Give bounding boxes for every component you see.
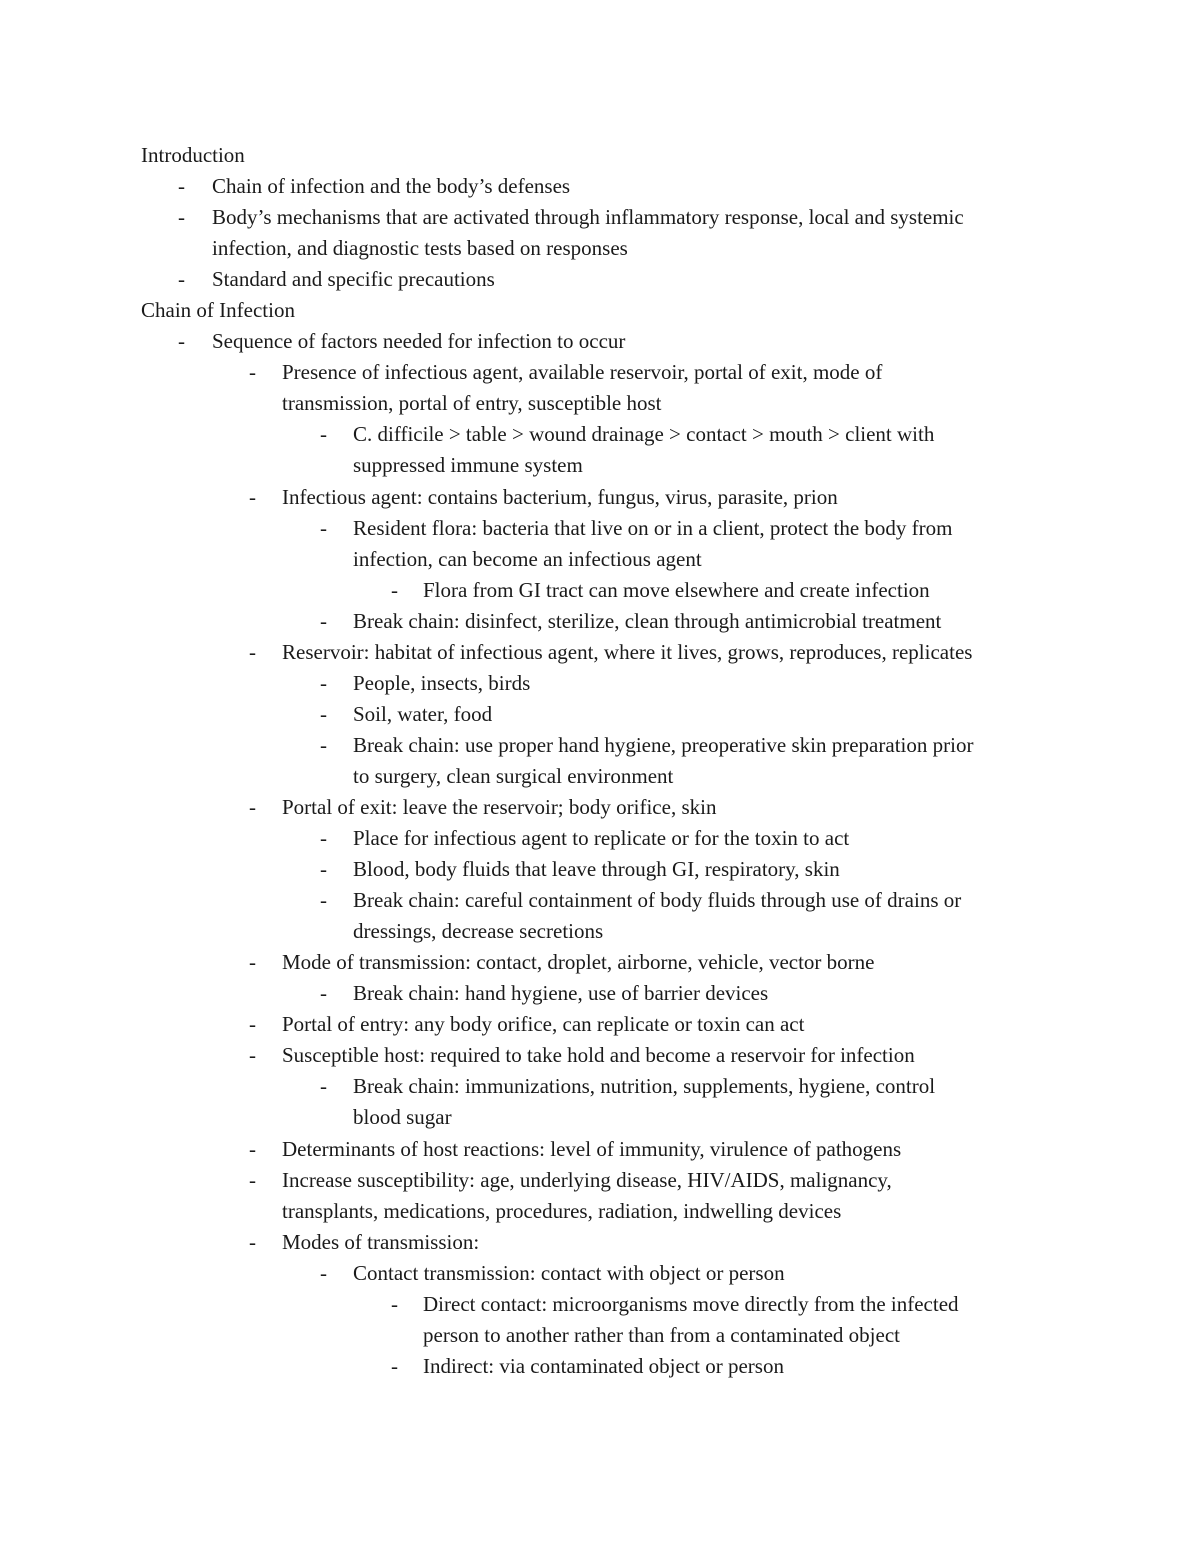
bullet-dash: - (178, 174, 185, 199)
list-item-text: C. difficile > table > wound drainage > contact > mouth > client with (353, 422, 935, 447)
list-item-text: Break chain: disinfect, sterilize, clean through antimicrobial treatment (353, 608, 942, 633)
bullet-dash: - (178, 267, 185, 292)
bullet-dash: - (249, 1167, 256, 1192)
list-item (0, 1289, 1200, 1320)
list-item (0, 326, 1200, 357)
list-item (0, 668, 1200, 699)
list-item (0, 202, 1200, 233)
bullet-dash: - (249, 1043, 256, 1068)
list-item-text: blood sugar (353, 1105, 452, 1130)
list-item-text: to surgery, clean surgical environment (353, 763, 674, 788)
list-item (0, 357, 1200, 388)
list-item-text: transmission, portal of entry, susceptible host (282, 391, 662, 416)
bullet-dash: - (249, 1012, 256, 1037)
list-item (0, 606, 1200, 637)
list-item (0, 699, 1200, 730)
list-item-continuation (0, 1102, 1200, 1133)
list-item (0, 854, 1200, 885)
list-item-continuation (0, 544, 1200, 575)
list-item (0, 1071, 1200, 1102)
list-item (0, 513, 1200, 544)
bullet-dash: - (320, 515, 327, 540)
bullet-dash: - (178, 329, 185, 354)
bullet-dash: - (249, 950, 256, 975)
bullet-dash: - (320, 826, 327, 851)
bullet-dash: - (391, 1353, 398, 1378)
bullet-dash: - (320, 1260, 327, 1285)
list-item-text: Portal of entry: any body orifice, can replicate or toxin can act (282, 1012, 805, 1037)
list-item-text: dressings, decrease secretions (353, 919, 604, 944)
list-item (0, 1040, 1200, 1071)
list-item-text: Reservoir: habitat of infectious agent, where it lives, grows, reproduces, replicates (282, 639, 973, 664)
list-item-text: Place for infectious agent to replicate or for the toxin to act (353, 826, 850, 851)
bullet-dash: - (249, 484, 256, 509)
bullet-dash: - (178, 205, 185, 230)
list-item-continuation (0, 1320, 1200, 1351)
list-item (0, 823, 1200, 854)
list-item (0, 1165, 1200, 1196)
list-item (0, 1134, 1200, 1165)
list-item (0, 947, 1200, 978)
list-item-text: Modes of transmission: (282, 1229, 480, 1254)
list-item-continuation (0, 916, 1200, 947)
list-item-continuation (0, 233, 1200, 264)
bullet-dash: - (320, 981, 327, 1006)
bullet-dash: - (249, 1229, 256, 1254)
list-item-text: Break chain: careful containment of body fluids through use of drains or (353, 888, 962, 913)
list-item (0, 171, 1200, 202)
list-item-text: Flora from GI tract can move elsewhere and create infection (423, 577, 930, 602)
list-item-text: Increase susceptibility: age, underlying disease, HIV/AIDS, malignancy, (282, 1167, 892, 1192)
list-item-text: Soil, water, food (353, 701, 493, 726)
list-item-continuation (0, 388, 1200, 419)
list-item (0, 482, 1200, 513)
list-item (0, 264, 1200, 295)
list-item-text: Chain of infection and the body’s defenses (212, 174, 571, 199)
list-item (0, 1258, 1200, 1289)
section-heading: Chain of Infection (141, 298, 295, 323)
list-item-text: Determinants of host reactions: level of immunity, virulence of pathogens (282, 1136, 902, 1161)
list-item-text: infection, and diagnostic tests based on responses (212, 236, 628, 261)
list-item-text: Blood, body fluids that leave through GI, respiratory, skin (353, 857, 840, 882)
list-item-text: Contact transmission: contact with object or person (353, 1260, 785, 1285)
bullet-dash: - (249, 639, 256, 664)
list-item (0, 637, 1200, 668)
bullet-dash: - (320, 857, 327, 882)
bullet-dash: - (320, 670, 327, 695)
list-item (0, 885, 1200, 916)
list-item-text: Susceptible host: required to take hold and become a reservoir for infection (282, 1043, 915, 1068)
list-item-continuation (0, 450, 1200, 481)
list-item-text: Body’s mechanisms that are activated through inflammatory response, local and systemic (212, 205, 964, 230)
list-item-text: infection, can become an infectious agent (353, 546, 702, 571)
list-item (0, 978, 1200, 1009)
list-item-text: person to another rather than from a contaminated object (423, 1322, 900, 1347)
bullet-dash: - (320, 888, 327, 913)
bullet-dash: - (249, 360, 256, 385)
list-item (0, 792, 1200, 823)
bullet-dash: - (320, 732, 327, 757)
list-item (0, 419, 1200, 450)
list-item (0, 1351, 1200, 1382)
list-item-text: Sequence of factors needed for infection to occur (212, 329, 626, 354)
bullet-dash: - (320, 608, 327, 633)
bullet-dash: - (320, 422, 327, 447)
bullet-dash: - (391, 1291, 398, 1316)
list-item-continuation (0, 1196, 1200, 1227)
list-item-text: Resident flora: bacteria that live on or in a client, protect the body from (353, 515, 953, 540)
list-item-text: Break chain: use proper hand hygiene, preoperative skin preparation prior (353, 732, 974, 757)
list-item-text: Standard and specific precautions (212, 267, 495, 292)
bullet-dash: - (249, 1136, 256, 1161)
bullet-dash: - (320, 701, 327, 726)
list-item (0, 730, 1200, 761)
bullet-dash: - (320, 1074, 327, 1099)
list-item-text: Break chain: immunizations, nutrition, supplements, hygiene, control (353, 1074, 936, 1099)
list-item-continuation (0, 761, 1200, 792)
bullet-dash: - (249, 794, 256, 819)
bullet-dash: - (391, 577, 398, 602)
list-item-text: Direct contact: microorganisms move directly from the infected (423, 1291, 959, 1316)
list-item-text: Mode of transmission: contact, droplet, airborne, vehicle, vector borne (282, 950, 875, 975)
list-item-text: Infectious agent: contains bacterium, fungus, virus, parasite, prion (282, 484, 838, 509)
list-item (0, 575, 1200, 606)
list-item-text: Indirect: via contaminated object or person (423, 1353, 784, 1378)
list-item (0, 1227, 1200, 1258)
list-item (0, 1009, 1200, 1040)
list-item-text: People, insects, birds (353, 670, 531, 695)
section-heading: Introduction (141, 143, 245, 167)
list-item-text: Portal of exit: leave the reservoir; body orifice, skin (282, 794, 717, 819)
list-item-text: Presence of infectious agent, available reservoir, portal of exit, mode of (282, 360, 883, 385)
list-item-text: suppressed immune system (353, 453, 583, 478)
list-item-text: transplants, medications, procedures, radiation, indwelling devices (282, 1198, 842, 1223)
document-body (0, 140, 1200, 1382)
list-item-text: Break chain: hand hygiene, use of barrier devices (353, 981, 769, 1006)
